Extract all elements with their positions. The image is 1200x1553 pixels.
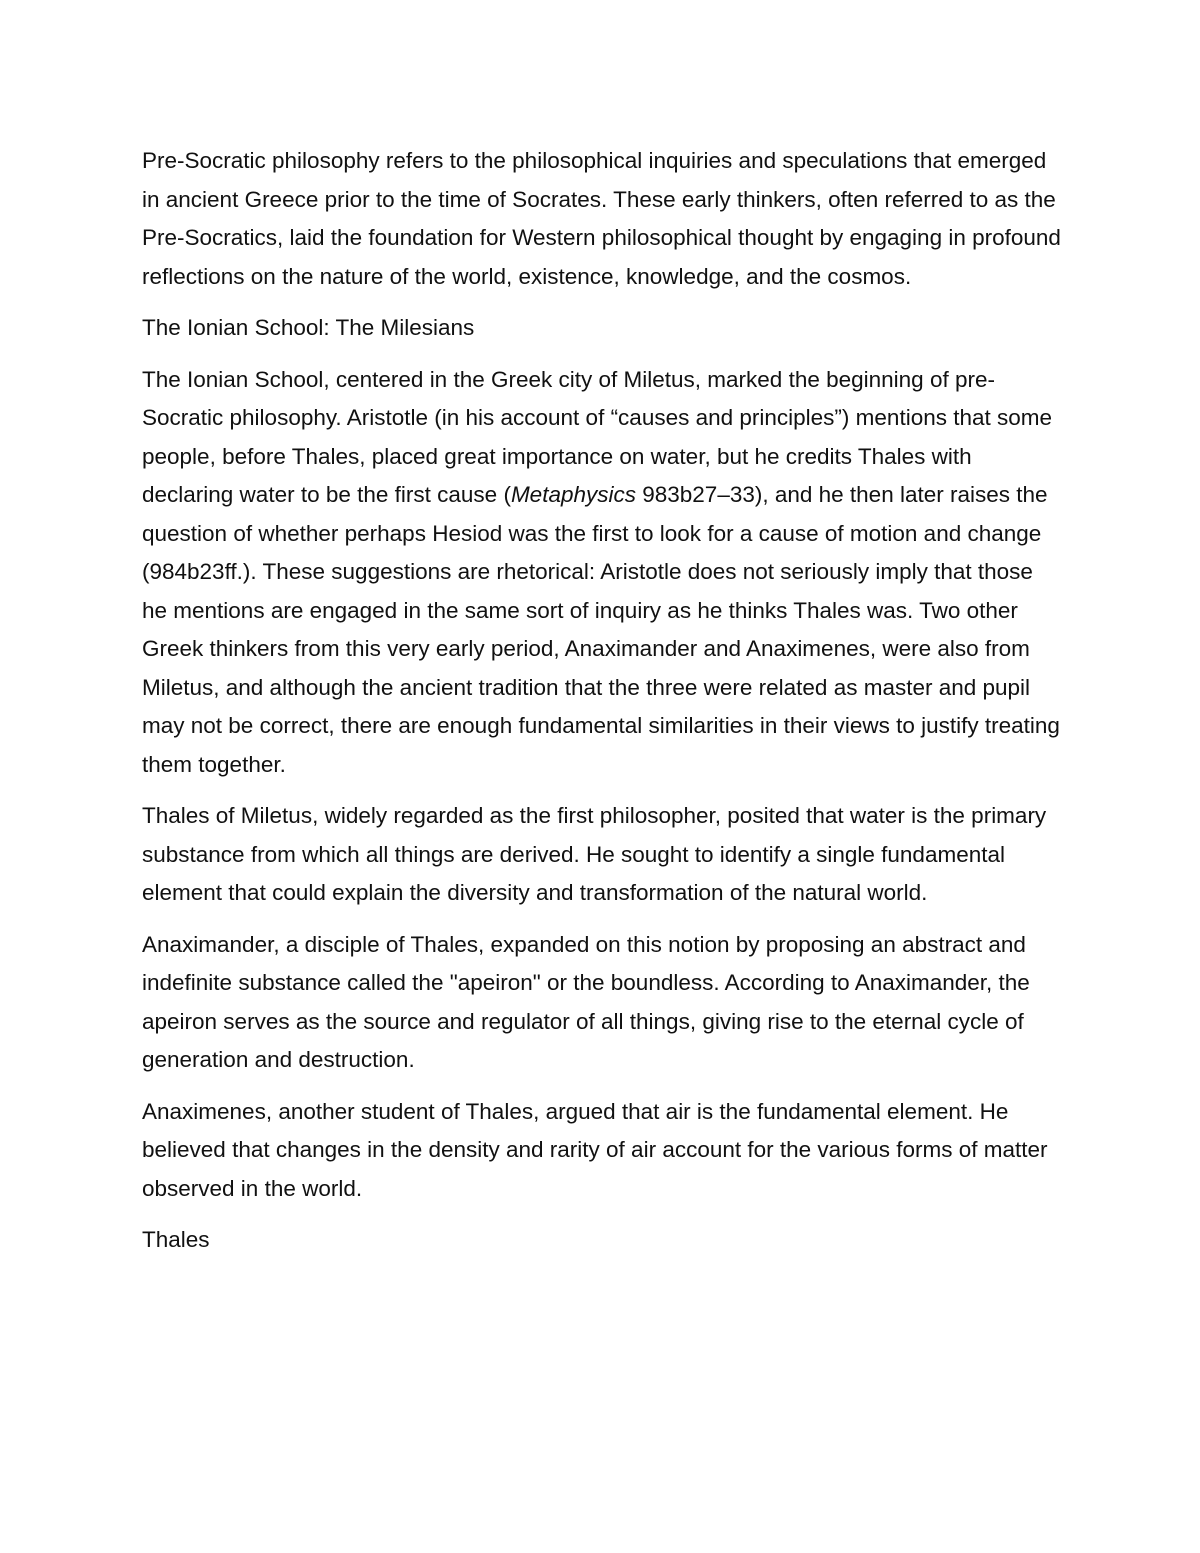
document-page [142,142,1062,1273]
thales-paragraph: Thales of Miletus, widely regarded as the first philosopher, posited that water is the primary substance from which all things are derived. He sought to identify a single fundamental element that could explain the diversity and transformation of the natural world. [142,803,1047,905]
metaphysics-italic: Metaphysics [510,482,636,507]
anaximenes-paragraph: Anaximenes, another student of Thales, argued that air is the fundamental element. He believed that changes in the density and rarity of air account for the various forms of matter observed in the world. [142,1098,1048,1201]
anaximander-paragraph: Anaximander, a disciple of Thales, expanded on this notion by proposing an abstract and indefinite substance called the "apeiron" or the boundless. According to Anaximander, the apeiron serves as the source and regulator of all things, giving rise to the eternal cycle of generation and destruction. [142,931,1030,1072]
ionian-text-end: 983b27–33), and he then later raises the question of whether perhaps Hesiod was the first to look for a cause of motion and change (984b23ff.). These suggestions are rhetorical: Aristotle does not seriously imply that those he mentions are engaged in the same sort of inquiry as he thinks Thales was. Two other Greek thinkers from this very early period, Anaximander and Anaximenes, were also from Miletus, and although the ancient tradition that the three were related as master and pupil may not be correct, there are enough fundamental similarities in their views to justify treating them together. [142,482,1060,777]
ionian-school-paragraph [142,361,1062,785]
thales-heading: Thales [142,1227,210,1252]
section-heading: The Ionian School: The Milesians [142,315,475,340]
intro-paragraph: Pre-Socratic philosophy refers to the philosophical inquiries and speculations that emerged in ancient Greece prior to the time of Socrates. These early thinkers, often referred to as the Pre-Socratics, laid the foundation for Western philosophical thought by engaging in profound reflections on the nature of the world, existence, knowledge, and the cosmos. [142,148,1061,289]
ionian-text-start: The Ionian School, centered in the Greek city of Miletus, marked the beginning of pre-Socratic philosophy. Aristotle (in his account of “causes and principles”) mentions that some people, before Thales, placed great importance on water, but he credits Thales with declaring water to be the first cause ( [142,366,1053,507]
